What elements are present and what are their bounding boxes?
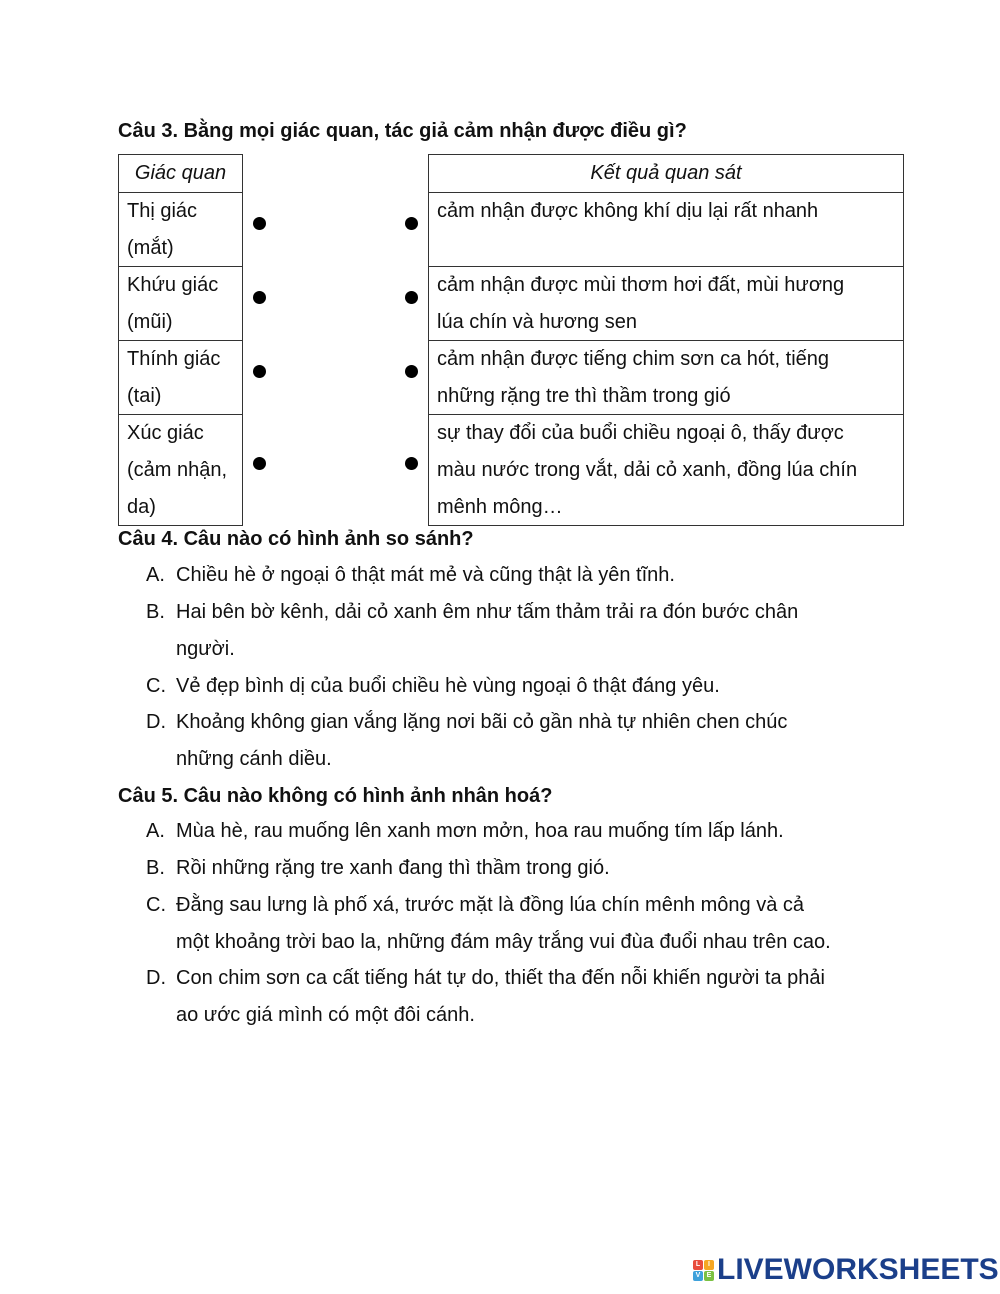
question-3-title: Câu 3. Bằng mọi giác quan, tác giả cảm nhận được điều gì? <box>118 120 687 142</box>
logo-mark-tile: E <box>704 1271 714 1281</box>
match-dot-right-2[interactable] <box>405 291 418 304</box>
result-cell-3: cảm nhận được tiếng chim sơn ca hót, tiếng những rặng tre thì thầm trong gió <box>428 340 904 415</box>
sense-cell-touch: Xúc giác (cảm nhận, da) <box>118 414 243 526</box>
sense-cell-sight: Thị giác (mắt) <box>118 192 243 267</box>
sense-cell-hearing: Thính giác (tai) <box>118 340 243 415</box>
liveworksheets-logo <box>693 1255 999 1285</box>
logo-text: LIVEWORKSHEETS <box>717 1253 999 1286</box>
logo-mark-tile: L <box>693 1260 703 1270</box>
match-dot-left-4[interactable] <box>253 457 266 470</box>
sense-cell-smell: Khứu giác (mũi) <box>118 266 243 341</box>
logo-mark-tile: I <box>704 1260 714 1270</box>
result-cell-4: sự thay đổi của buổi chiều ngoại ô, thấy được màu nước trong vắt, dải cỏ xanh, đồng lúa chín mênh mông… <box>428 414 904 526</box>
table-header-senses: Giác quan <box>118 154 243 193</box>
question-4-title: Câu 4. Câu nào có hình ảnh so sánh? <box>118 528 474 550</box>
match-dot-left-1[interactable] <box>253 217 266 230</box>
match-dot-left-3[interactable] <box>253 365 266 378</box>
result-cell-2: cảm nhận được mùi thơm hơi đất, mùi hương lúa chín và hương sen <box>428 266 904 341</box>
logo-mark-tile: V <box>693 1271 703 1281</box>
table-header-results: Kết quả quan sát <box>428 154 904 193</box>
match-dot-right-4[interactable] <box>405 457 418 470</box>
match-dot-right-3[interactable] <box>405 365 418 378</box>
question-5-title: Câu 5. Câu nào không có hình ảnh nhân hoá? <box>118 785 553 807</box>
match-dot-left-2[interactable] <box>253 291 266 304</box>
match-dot-right-1[interactable] <box>405 217 418 230</box>
result-cell-1: cảm nhận được không khí dịu lại rất nhanh <box>428 192 904 267</box>
logo-mark-icon <box>693 1260 714 1281</box>
